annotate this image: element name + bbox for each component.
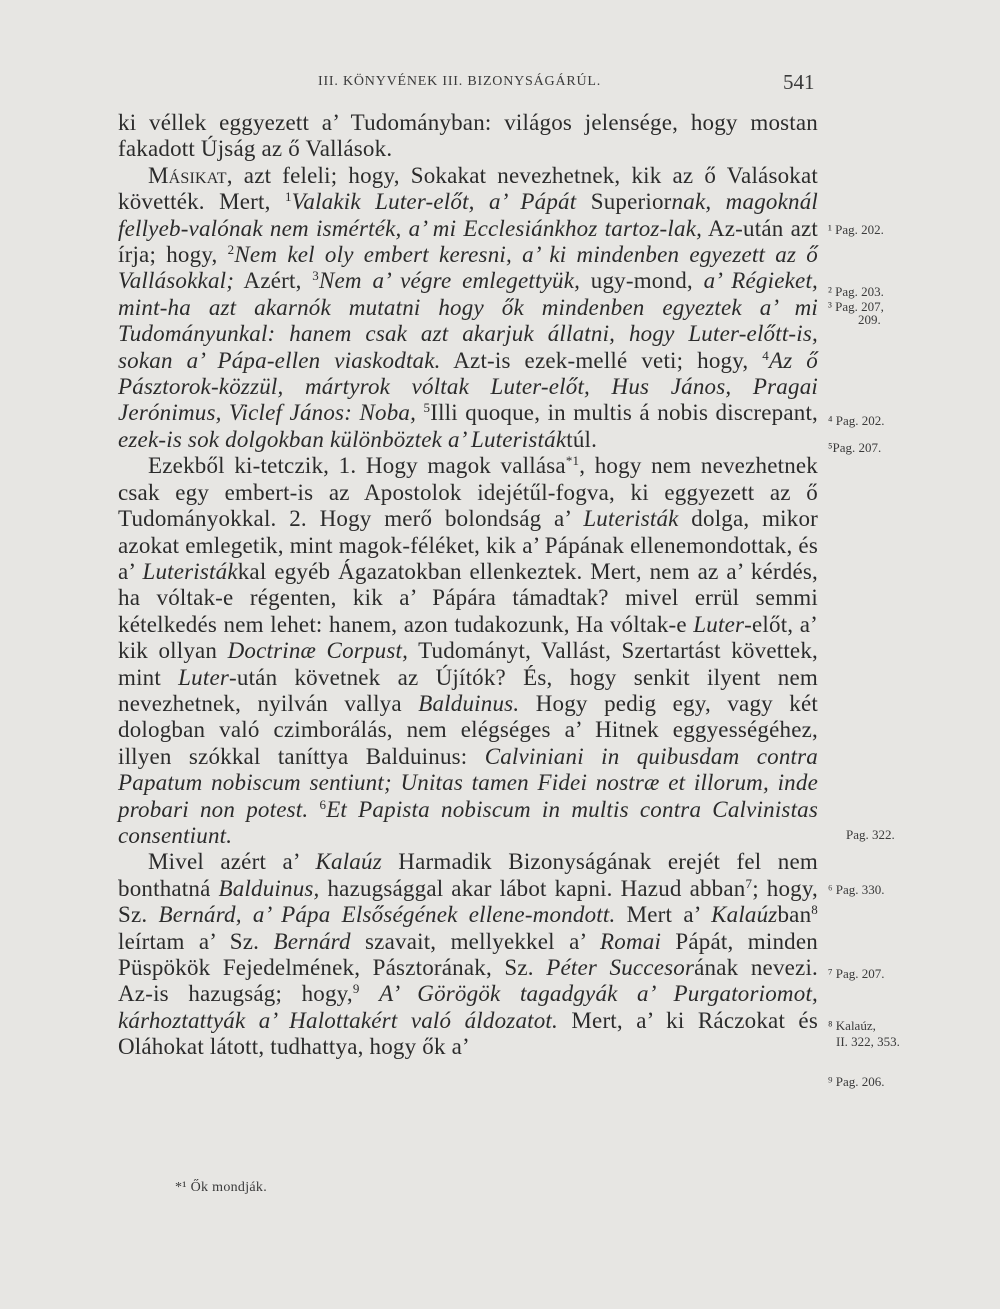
text-run: leírtam a’ Sz.	[118, 928, 274, 954]
note-ref: 2	[227, 242, 235, 258]
text-run: Az-után azt írja; hogy,	[118, 215, 819, 268]
main-text	[118, 110, 818, 1061]
note-ref: 9	[352, 981, 360, 997]
text-run: Mivel azért a’	[148, 849, 316, 875]
text-run	[308, 797, 319, 822]
text-run: Balduinus.	[418, 690, 520, 716]
text-run: ának nevezi. Az-is hazugság; hogy,	[118, 955, 818, 1007]
text-run: Másikat,	[148, 162, 233, 188]
footnote-text: Ők mondják.	[190, 1180, 268, 1195]
text-run: Mert, a’ ki Ráczokat és Oláhokat látott, tudhattya, hogy ők a’	[118, 1007, 818, 1060]
text-run: Valakik Luter-előt, a’ Pápát	[291, 189, 577, 215]
running-head: III. KÖNYVÉNEK III. BIZONYSÁGÁRÚL.	[318, 74, 602, 89]
margin-note: II. 322, 353.	[836, 1034, 900, 1049]
margin-note: ⁷ Pag. 207.	[828, 966, 885, 981]
paragraph-4	[118, 849, 818, 1060]
text-run: azt feleli; hogy, Sokakat nevezhetnek, kik az ő Valásokat követték. Mert,	[118, 162, 818, 215]
text-run: Mert a’	[615, 902, 712, 928]
text-run: Nem a’ végre emlegettyük,	[318, 268, 581, 294]
text-run: Superior	[576, 189, 672, 215]
text-run: ki véllek eggyezett a’ Tudományban: világos jelensége, hogy mostan fakadott Újság az ő Vallások.	[118, 110, 818, 162]
text-run	[360, 981, 380, 1006]
page-number: 541	[783, 70, 815, 94]
margin-note: ⁵Pag. 207.	[828, 440, 882, 455]
note-ref: 3	[312, 268, 319, 284]
text-run: Et Papista nobiscum in multis contra Calvinistas consentiunt.	[118, 796, 819, 848]
text-run: nak, magoknál fellyeb-valónak nem ismérték, a’ mi Ecclesiánkhoz tartoz-lak,	[118, 189, 818, 241]
text-run: Luteristák	[142, 558, 238, 584]
note-ref: 4	[762, 347, 769, 363]
text-run: kal egyéb Ágazatokban ellenkeztek. Mert, nem az a’ kérdés, ha vóltak-e régenten, kik a’ Pápára támadtak? mivel errül semmi kételkedés nem lehet: hanem, azon tudakozunk, Ha vóltak-e	[118, 558, 819, 637]
page-header	[0, 70, 1000, 100]
text-run: Romai	[600, 928, 662, 954]
text-run: Azért,	[234, 268, 313, 294]
text-run: ezek-is sok dolgokban különböztek a’ Luteristák	[118, 426, 567, 452]
note-ref: 8	[811, 902, 818, 918]
text-run	[416, 400, 423, 425]
text-run: Bernárd	[273, 928, 351, 954]
paragraph-3	[118, 453, 818, 849]
text-run: Az ő Pásztorok-közzül, mártyrok vóltak Luter-előt, Hus János, Pragai Jerónimus, Viclef János: Noba,	[118, 347, 818, 426]
text-run: Calviniani in quibusdam contra Papatum nobiscum sentiunt; Unitas tamen Fidei nostræ et illorum, inde probari non potest.	[118, 743, 818, 822]
text-run: Tudományt, Vallást, Szertartást követtek, mint	[118, 638, 818, 690]
note-ref: 5	[423, 400, 431, 416]
text-run: ; hogy, Sz.	[118, 875, 819, 928]
note-ref: 7	[745, 875, 753, 891]
text-run: Luter	[178, 664, 230, 690]
text-run: Illi quoque, in multis á nobis discrepant,	[430, 400, 818, 426]
text-run: Ezekből ki-tetczik, 1. Hogy magok vallása	[148, 453, 566, 479]
text-run: Bernárd, a’ Pápa Elsőségének ellene-mondott.	[158, 902, 616, 928]
text-run: túl.	[566, 426, 598, 452]
margin-note: 209.	[858, 312, 881, 327]
footnote	[175, 1180, 267, 1196]
margin-note: ¹ Pag. 202.	[828, 222, 884, 237]
margin-note: ⁶ Pag. 330.	[828, 882, 885, 897]
margin-note: ² Pag. 203.	[828, 284, 884, 299]
text-run: hazugsággal akar lábot kapni. Hazud abban	[319, 875, 746, 901]
margin-note: ³ Pag. 207,	[828, 299, 884, 314]
text-run: Nem kel oly embert keresni, a’ ki mindenben egyezett az ő Vallásokkal;	[118, 242, 818, 294]
text-run: Harmadik Bizonyságának erejét fel nem bonthatná	[118, 849, 818, 901]
text-run: Péter Succesor	[546, 955, 695, 980]
text-run: ban	[777, 902, 812, 928]
text-run: ugy-mond,	[580, 268, 704, 294]
text-run: a’ Régieket, mint-ha azt akarnók mutatni hogy ők mindenben egyeztek a’ mi Tudományunkal: hanem csak azt akarjuk állatni, hogy Luter-előtt-is, sokan a’ Pápa-ellen viaskodtak.	[118, 268, 818, 373]
margin-note: ⁹ Pag. 206.	[828, 1074, 885, 1089]
text-run: Kalaúz	[711, 902, 778, 928]
text-run: Luteristák	[583, 506, 679, 532]
text-run: -előt, a’ kik ollyan	[118, 611, 818, 664]
note-ref: 6	[319, 796, 327, 812]
margin-note: ⁴ Pag. 202.	[828, 413, 885, 428]
text-run: A’ Görögök tagadgyák a’ Purgatoriomot, kárhoztattyák a’ Halottakért való áldozatot.	[118, 981, 818, 1033]
note-ref: *1	[565, 453, 580, 469]
footnote-marker: *¹	[175, 1180, 187, 1195]
text-run: Pápát, minden Püspökök Fejedelmének, Pásztorának, Sz.	[118, 928, 818, 980]
margin-note: ⁸ Kalaúz,	[828, 1018, 876, 1033]
note-ref: 1	[284, 189, 292, 205]
text-run: -után követnek az Újítók? És, hogy senkit ilyent nem nevezhetnek, nyilván vallya	[118, 664, 818, 716]
text-run: , hogy nem nevezhetnek csak egy embert-is az Apostolok idejétűl-fogva, ki eggyezett az ő Tudományokkal. 2. Hogy merő bolondság a’	[118, 453, 819, 532]
text-run: Azt-is ezek-mellé veti; hogy,	[440, 347, 763, 373]
text-run: szavait, mellyekkel a’	[350, 928, 600, 954]
margin-note: Pag. 322.	[846, 827, 895, 842]
paragraph-1	[118, 110, 818, 163]
text-run: Doctrinæ Corpust,	[227, 638, 409, 664]
text-run: Kalaúz	[315, 849, 382, 875]
text-run: Balduinus,	[218, 875, 320, 901]
text-run: dolga, mikor azokat emlegetik, mint magok-féléket, kik a’ Pápának ellenemondottak, és a’	[118, 506, 819, 584]
paragraph-2	[118, 163, 818, 453]
text-run: Luter	[693, 611, 745, 637]
text-run: Hogy pedig egy, vagy két dologban való czimborálás, nem elégséges a’ Hitnek eggyességéhez, illyen szókkal taníttya Balduinus:	[118, 690, 819, 769]
